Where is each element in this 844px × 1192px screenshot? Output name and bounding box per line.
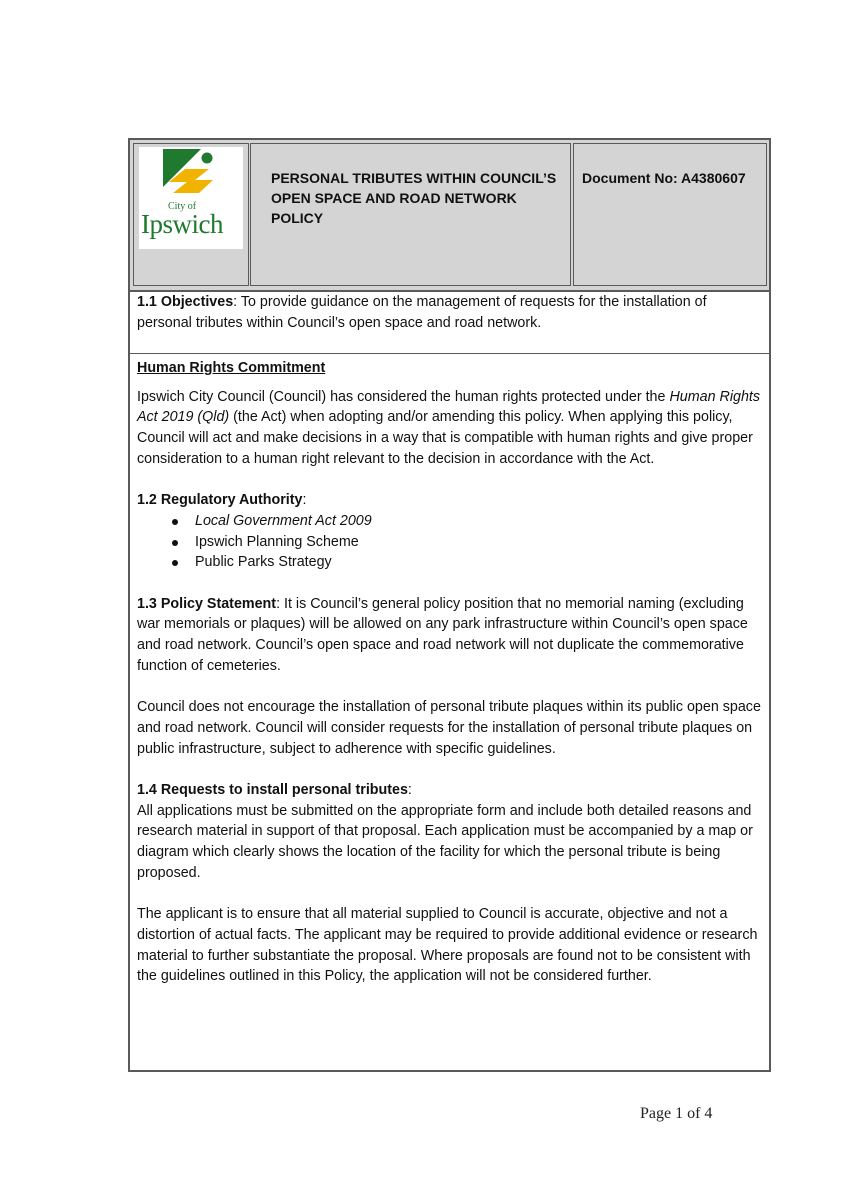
policy-statement-heading: 1.3 Policy Statement <box>137 595 277 612</box>
regulatory-item <box>195 532 765 553</box>
regulatory-item <box>195 511 765 532</box>
policy-title: PERSONAL TRIBUTES WITHIN COUNCIL’S OPEN SPACE AND ROAD NETWORK POLICY <box>271 170 557 226</box>
policy-statement-text: : It is Council’s general policy position that no memorial naming (excluding war memorials or plaques) will be allowed on any park infrastructure within Council’s open space and road network. Council’s open space and road network will not duplicate the commemorative function of cemeteries. <box>137 595 748 674</box>
requests-heading: 1.4 Requests to install personal tributes <box>137 782 408 798</box>
objectives-section <box>130 292 769 354</box>
regulatory-item-text: Ipswich Planning Scheme <box>195 533 359 550</box>
regulatory-item-text: Local Government Act 2009 <box>195 512 372 529</box>
ipswich-logo <box>139 147 243 249</box>
human-rights-act-name: Human Rights Act 2019 (Qld) <box>137 388 761 426</box>
regulatory-list <box>137 511 765 573</box>
human-rights-paragraph <box>137 387 765 470</box>
logo-cell <box>133 143 249 286</box>
human-rights-heading: Human Rights Commitment <box>137 360 326 376</box>
logo-graphic-icon <box>139 147 243 207</box>
requests-paragraph-1: All applications must be submitted on the appropriate form and include both detailed reasons and research material in support of that proposal. Each application must be accompanied by a map or diagram which clearly shows the location of the facility for which the personal tribute is being proposed. <box>137 802 753 881</box>
logo-city-of-text: City of <box>168 201 197 212</box>
logo-city-name: Ipswich <box>141 209 223 239</box>
regulatory-colon: : <box>302 492 307 509</box>
document-number: Document No: A4380607 <box>582 170 746 186</box>
human-rights-text-a: Ipswich City Council (Council) has considered the human rights protected under the <box>137 388 670 405</box>
policy-statement-paragraph-2: Council does not encourage the installation of personal tribute plaques within its public open space and road network. Council will consider requests for the installation of personal tribute plaques on public infrastructure, subject to adherence with specific guidelines. <box>137 699 761 757</box>
title-cell <box>250 143 571 286</box>
page-number: Page 1 of 4 <box>640 1105 713 1122</box>
policy-body <box>137 356 765 987</box>
objectives-text: : To provide guidance on the management of requests for the installation of personal tributes within Council’s open space and road network. <box>137 294 707 331</box>
human-rights-text-b: (the Act) when adopting and/or amending this policy. When applying this policy, Council will act and make decisions in a way that is compatible with human rights and give proper consideration to a human right relevant to the decision in accordance with the Act. <box>137 409 753 467</box>
requests-paragraph-2: The applicant is to ensure that all material supplied to Council is accurate, objective and not a distortion of actual facts. The applicant may be required to provide additional evidence or research material to further substantiate the proposal. Where proposals are found not to be consistent with the guidelines outlined in this Policy, the application will not be considered further. <box>137 906 758 985</box>
regulatory-heading: 1.2 Regulatory Authority <box>137 492 303 509</box>
policy-statement-paragraph <box>137 594 765 677</box>
document-number-cell <box>573 143 767 286</box>
document-header <box>130 140 769 292</box>
regulatory-item <box>195 552 765 573</box>
policy-document-frame <box>128 138 771 1072</box>
objectives-heading: 1.1 Objectives <box>137 294 234 310</box>
requests-colon: : <box>407 782 412 798</box>
regulatory-item-text: Public Parks Strategy <box>195 554 332 571</box>
